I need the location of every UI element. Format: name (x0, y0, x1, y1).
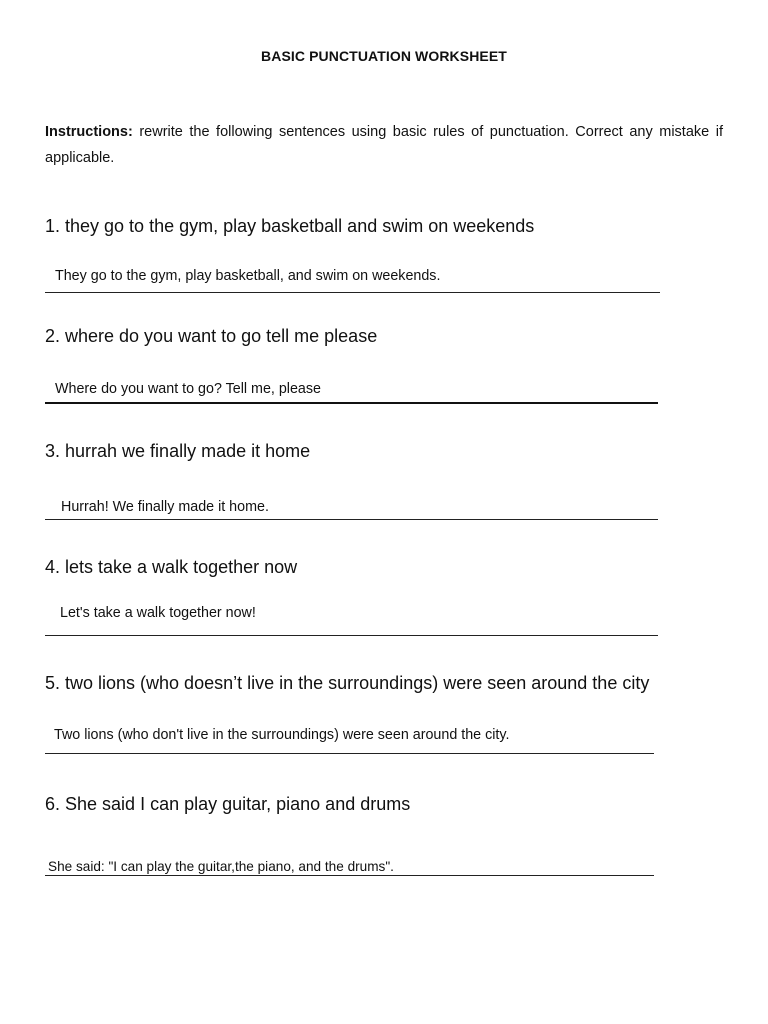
instructions-text: rewrite the following sentences using basic rules of punctuation. Correct any mistake if applicable. (45, 124, 723, 166)
question-5-answer-line (45, 753, 654, 754)
question-4-prompt: 4. lets take a walk together now (45, 557, 298, 577)
question-1-answer[interactable]: They go to the gym, play basketball, and swim on weekends. (55, 268, 441, 284)
question-6-prompt: 6. She said I can play guitar, piano and drums (45, 794, 411, 814)
question-2-answer[interactable]: Where do you want to go? Tell me, please (55, 381, 321, 397)
instructions-label: Instructions: (45, 124, 133, 140)
question-6-answer-line (45, 875, 654, 876)
question-5-prompt: 5. two lions (who doesn’t live in the surroundings) were seen around the city (45, 673, 650, 693)
question-4-answer[interactable]: Let's take a walk together now! (60, 605, 256, 621)
question-1-prompt: 1. they go to the gym, play basketball and swim on weekends (45, 216, 535, 236)
question-2-answer-line (45, 402, 658, 404)
question-6-answer[interactable]: She said: "I can play the guitar,the piano, and the drums". (48, 859, 394, 874)
worksheet-title: BASIC PUNCTUATION WORKSHEET (261, 48, 507, 64)
question-3-prompt: 3. hurrah we finally made it home (45, 441, 311, 461)
instructions-paragraph (45, 119, 723, 171)
question-4-answer-line (45, 635, 658, 636)
question-2-prompt: 2. where do you want to go tell me please (45, 326, 378, 346)
question-1-answer-line (45, 292, 660, 293)
question-5-answer[interactable]: Two lions (who don't live in the surroundings) were seen around the city. (54, 727, 510, 743)
question-3-answer[interactable]: Hurrah! We finally made it home. (61, 499, 269, 515)
question-3-answer-line (45, 519, 658, 520)
